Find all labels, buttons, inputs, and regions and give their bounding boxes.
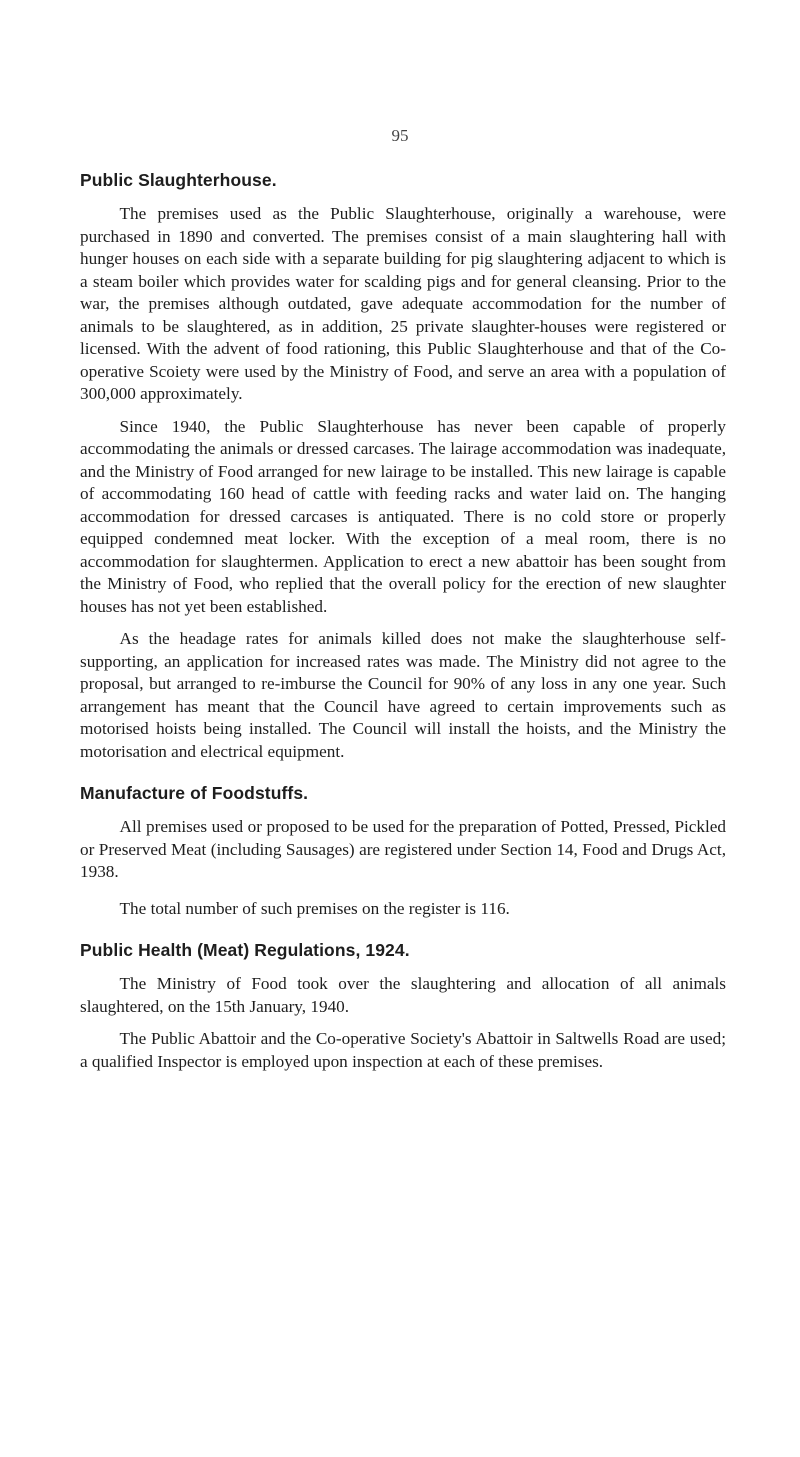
paragraph: The Public Abattoir and the Co-operative Society's Abattoir in Saltwells Road are used; a qualified Inspector is employed upon inspection at each of these premises. (80, 1029, 726, 1071)
paragraph: The Ministry of Food took over the slaughtering and allocation of all animals slaughtered, on the 15th January, 1940. (80, 974, 726, 1016)
section-manufacture-of-foodstuffs (80, 783, 726, 920)
paragraph: Since 1940, the Public Slaughterhouse has never been capable of properly accommodating the animals or dressed carcases. The lairage accommodation was inadequate, and the Ministry of Food arranged for new lairage to be installed. This new lairage is capable of accommodating 160 head of cattle with feeding racks and water laid on. The hanging accommodation for dressed carcases is antiquated. There is no cold store or properly equipped condemned meat locker. With the exception of a meal room, there is no accommodation for slaughtermen. Application to erect a new abattoir has been sought from the Ministry of Food, who replied that the overall policy for the erection of new slaughter houses has not yet been established. (80, 416, 726, 616)
paragraph: The total number of such premises on the register is 116. (119, 898, 510, 918)
paragraph: All premises used or proposed to be used for the preparation of Potted, Pressed, Pickled or Preserved Meat (including Sausages) are registered under Section 14, Food and Drugs Act, 1938. (80, 817, 726, 881)
paragraph: The premises used as the Public Slaughterhouse, originally a warehouse, were purchased in 1890 and converted. The premises consist of a main slaughtering hall with hunger houses on each side with a separate building for pig slaughtering adjacent to which is a steam boiler which provides water for scalding pigs and for general cleansing. Prior to the war, the premises although outdated, gave adequate accommodation for the number of animals to be slaughtered, as in addition, 25 private slaughter-houses were registered or licensed. With the advent of food rationing, this Public Slaughterhouse and that of the Co-operative Scoiety were used by the Ministry of Food, and serve an area with a population of 300,000 approximately. (80, 204, 726, 403)
paragraph: As the headage rates for animals killed does not make the slaughterhouse self-supporting, an application for increased rates was made. The Ministry did not agree to the proposal, but arranged to re-imburse the Council for 90% of any loss in any one year. Such arrangement has meant that the Council have agreed to certain improvements such as motorised hoists being installed. The Council will install the hoists, and the Ministry the motorisation and electrical equipment. (80, 629, 726, 761)
page-content (80, 170, 726, 1083)
section-meat-regulations (80, 940, 726, 1073)
section-heading: Public Health (Meat) Regulations, 1924. (80, 940, 410, 960)
section-heading: Public Slaughterhouse. (80, 170, 277, 190)
section-heading: Manufacture of Foodstuffs. (80, 783, 309, 803)
section-public-slaughterhouse (80, 170, 726, 763)
page-number: 95 (391, 126, 409, 145)
